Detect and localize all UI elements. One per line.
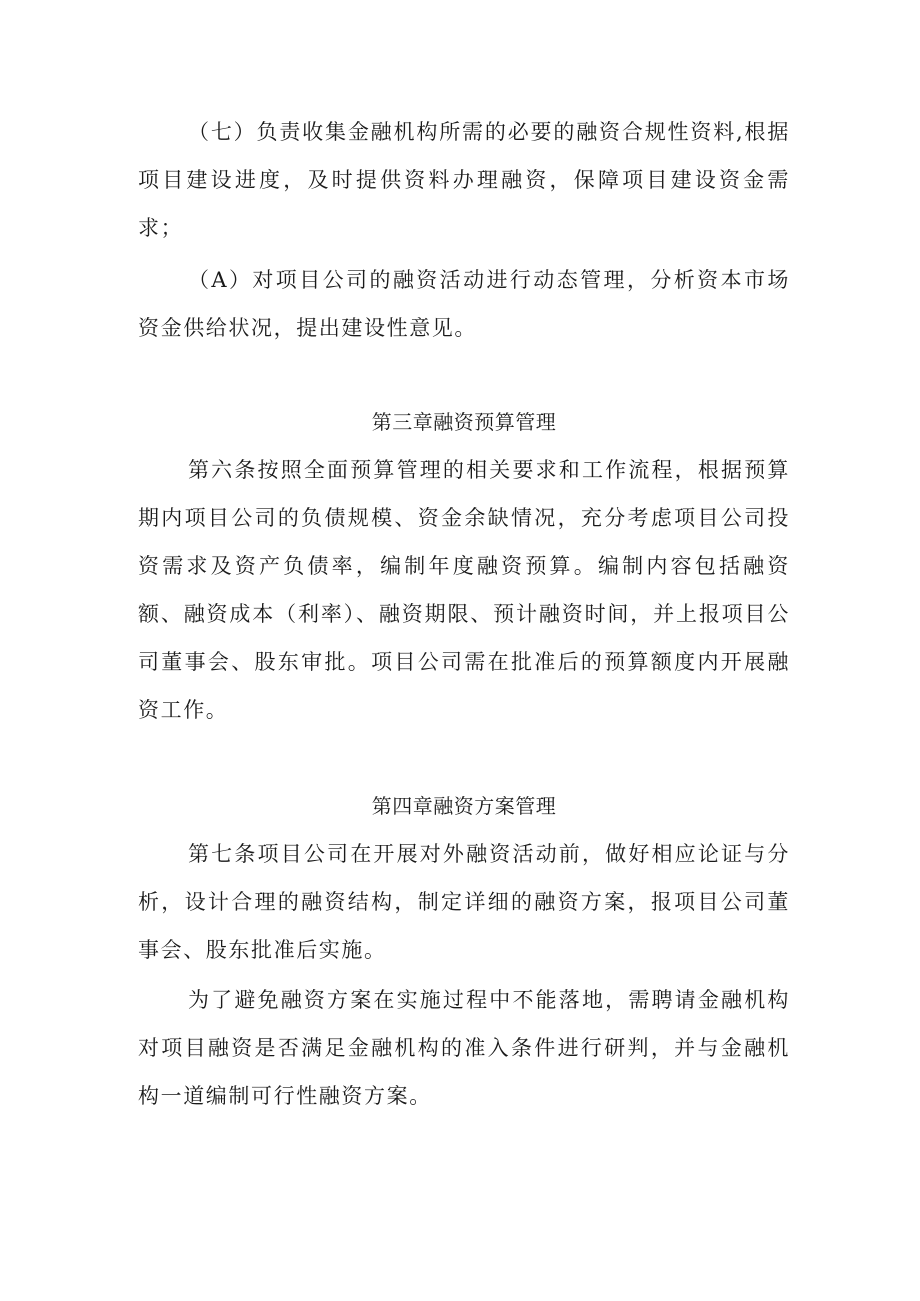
chapter-4-heading: 第四章融资方案管理 (371, 794, 557, 818)
article-7-extra-paragraph: 为了避免融资方案在实施过程中不能落地，需聘请金融机构对项目融资是否满足金融机构的准入条件进行研判，并与金融机构一道编制可行性融资方案。 (138, 988, 790, 1108)
paragraph-item-7: （七）负责收集金融机构所需的必要的融资合规性资料,根据项目建设进度，及时提供资料办理融资，保障项目建设资金需求； (138, 120, 790, 240)
chapter-3-heading: 第三章融资预算管理 (371, 410, 557, 434)
article-7-paragraph: 第七条项目公司在开展对外融资活动前，做好相应论证与分析，设计合理的融资结构，制定详细的融资方案，报项目公司董事会、股东批准后实施。 (138, 842, 790, 962)
paragraph-item-8: （A）对项目公司的融资活动进行动态管理，分析资本市场资金供给状况，提出建设性意见。 (138, 268, 790, 340)
article-6-paragraph: 第六条按照全面预算管理的相关要求和工作流程，根据预算期内项目公司的负债规模、资金余缺情况，充分考虑项目公司投资需求及资产负债率，编制年度融资预算。编制内容包括融资额、融资成本（利率）、融资期限、预计融资时间，并上报项目公司董事会、股东审批。项目公司需在批准后的预算额度内开展融资工作。 (138, 458, 790, 722)
